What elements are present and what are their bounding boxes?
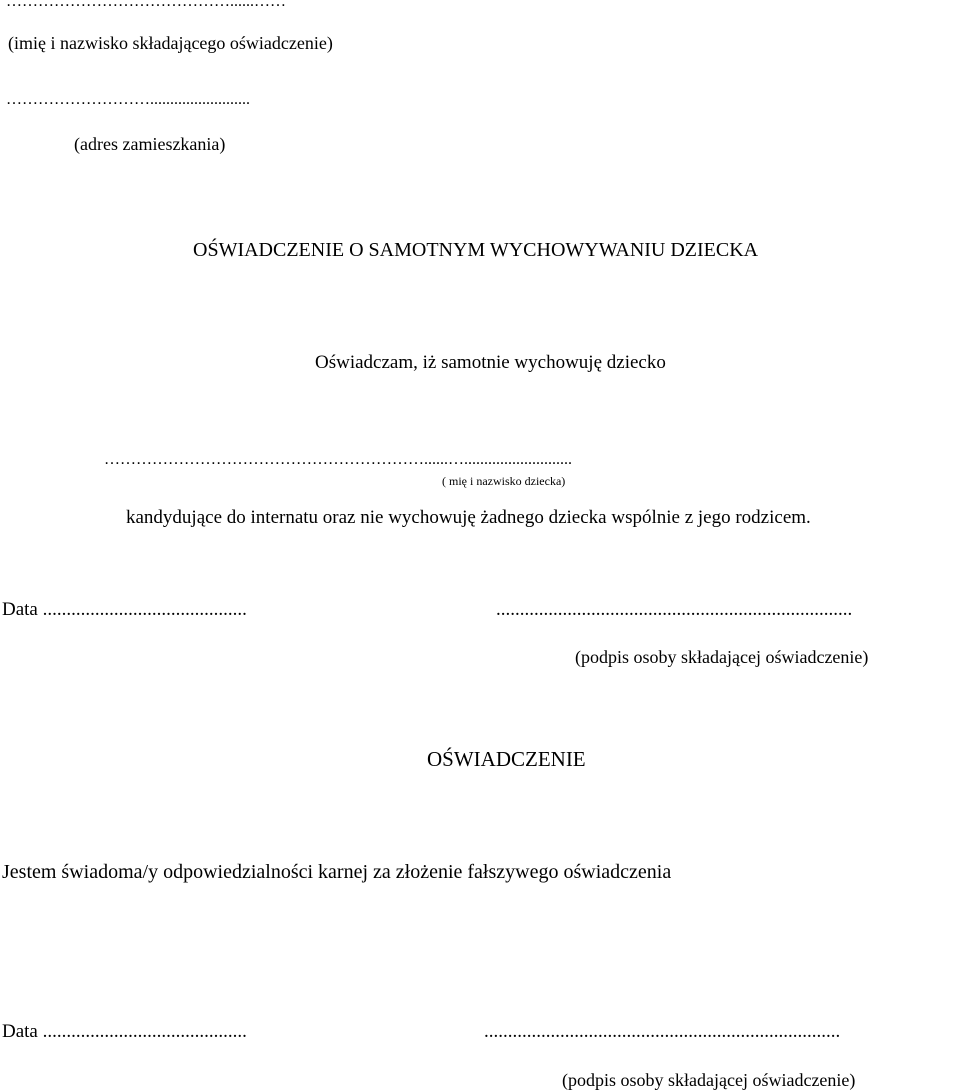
date-field-1: Data ........................................... — [2, 599, 247, 620]
child-name-caption: ( mię i nazwisko dziecka) — [442, 474, 566, 488]
signature-caption-1: (podpis osoby składającej oświadczenie) — [575, 647, 869, 667]
address-caption: (adres zamieszkania) — [74, 134, 226, 154]
declarant-name-dots: ……………………………………......…… — [6, 0, 286, 10]
declaration-title: OŚWIADCZENIE O SAMOTNYM WYCHOWYWANIU DZIECKA — [193, 239, 759, 261]
liability-body: Jestem świadoma/y odpowiedzialności karnej za złożenie fałszywego oświadczenia — [2, 861, 672, 883]
signature-line-1: ........................................................................... — [496, 599, 853, 620]
signature-caption-2: (podpis osoby składającej oświadczenie) — [562, 1070, 856, 1090]
child-name-dots: ……………………………………………………......…........................... — [104, 451, 572, 468]
date-field-2: Data ........................................... — [2, 1021, 247, 1042]
liability-title: OŚWIADCZENIE — [427, 747, 586, 771]
signature-line-2: ........................................................................... — [484, 1021, 841, 1042]
address-dots: ………………………......................... — [6, 91, 250, 108]
declarant-name-caption: (imię i nazwisko składającego oświadczenie) — [8, 33, 333, 53]
declaration-intro: Oświadczam, iż samotnie wychowuję dziecko — [315, 352, 666, 373]
declaration-body: kandydujące do internatu oraz nie wychowuję żadnego dziecka wspólnie z jego rodzicem. — [126, 507, 811, 528]
